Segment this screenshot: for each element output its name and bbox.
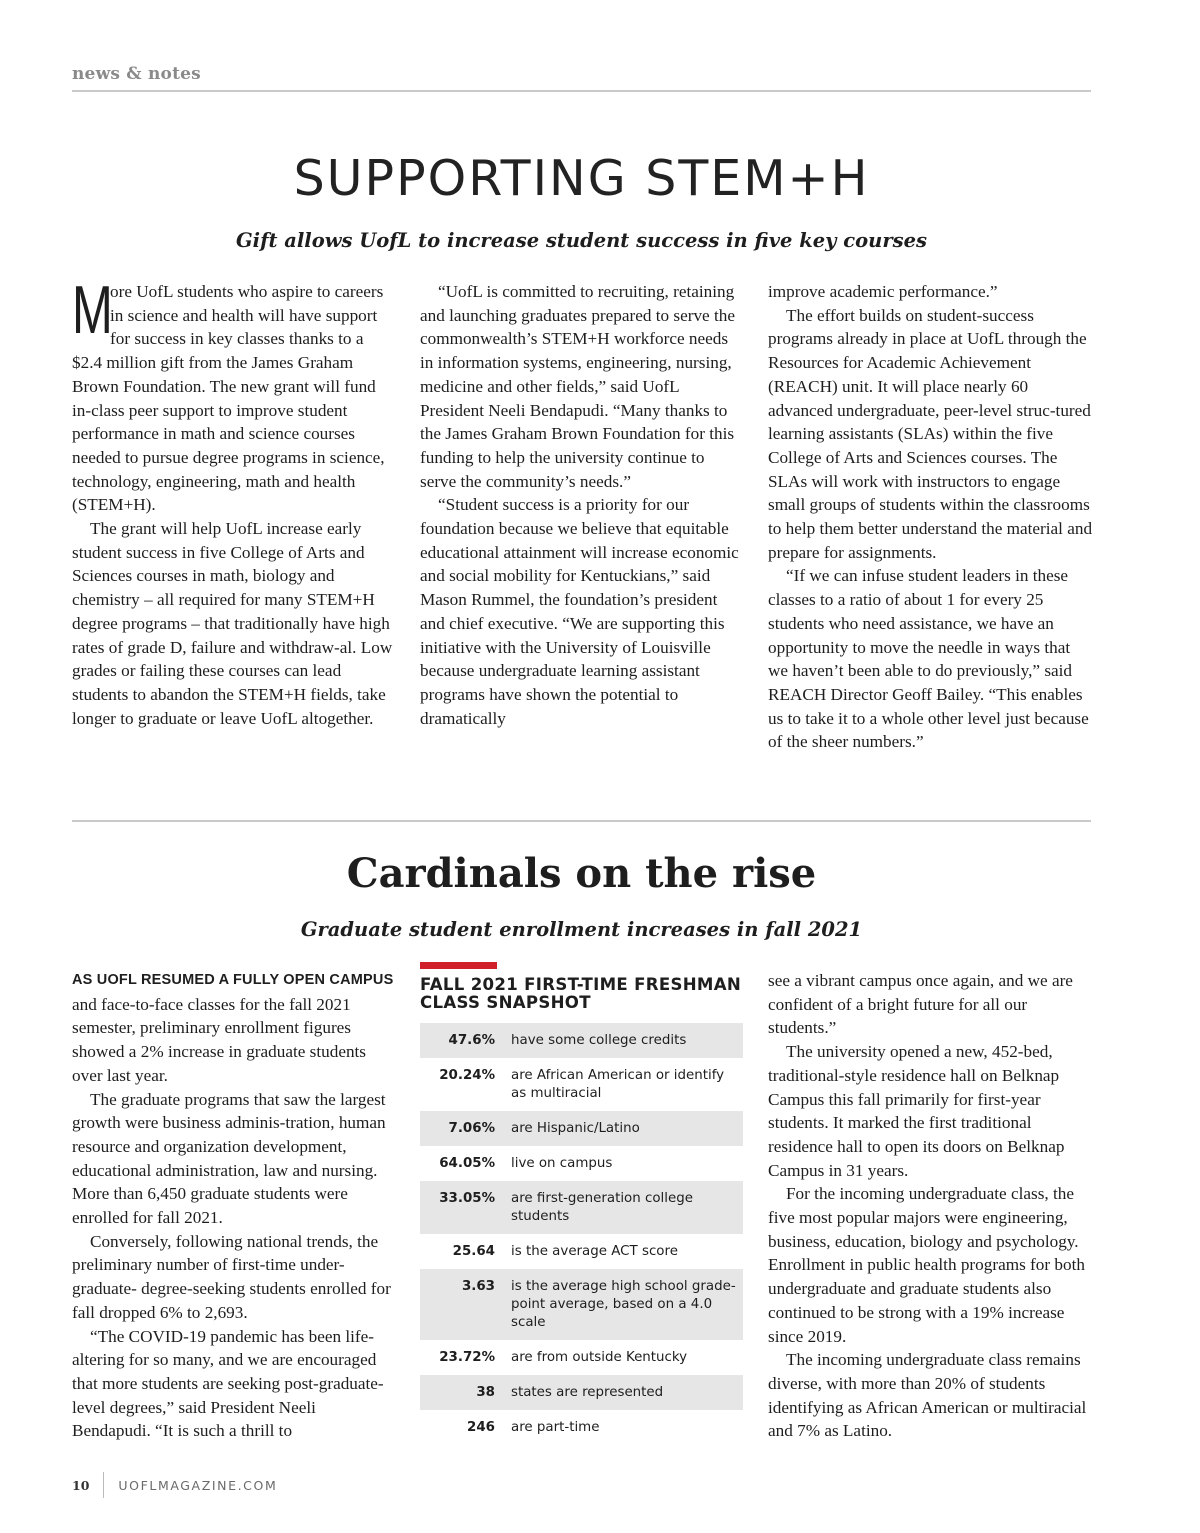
snapshot-label: are part-time xyxy=(511,1420,600,1435)
story2-column-3 xyxy=(768,969,1093,1443)
snapshot-label: states are represented xyxy=(511,1385,664,1400)
snapshot-row xyxy=(420,1146,743,1181)
sidebar-title: FALL 2021 FIRST-TIME FRESHMAN CLASS SNAPSHOT xyxy=(420,975,742,1012)
snapshot-label: are African American or identify as multiracial xyxy=(511,1068,725,1101)
snapshot-label: are Hispanic/Latino xyxy=(511,1121,640,1136)
snapshot-value: 64.05% xyxy=(439,1156,495,1171)
snapshot-value: 7.06% xyxy=(448,1121,495,1136)
snapshot-row xyxy=(420,1181,743,1234)
snapshot-row xyxy=(420,1410,743,1445)
story2-headline: Cardinals on the rise xyxy=(346,850,817,897)
story2-column-1 xyxy=(72,969,397,1443)
snapshot-value: 20.24% xyxy=(439,1068,495,1083)
story2-col3-p1: see a vibrant campus once again, and we are confident of a bright future for all our students.” xyxy=(768,971,1073,1038)
story1-col2-p1: “UofL is committed to recruiting, retaining and launching graduates prepared to serve the commonwealth’s STEM+H workforce needs in information systems, engineering, nursing, medicine and other fields,” said UofL President Neeli Bendapudi. “Many thanks to the James Graham Brown Foundation for this funding to help the university continue to serve the community’s needs.” xyxy=(420,282,735,491)
footer-site-link[interactable]: UOFLMAGAZINE.COM xyxy=(118,1477,278,1493)
story1-col3-p2: The effort builds on student-success programs already in place at UofL through the Resources for Academic Achievement (REACH) unit. It will place nearly 60 advanced undergraduate, peer-level struc-tured learning assistants (SLAs) within the five College of Arts and Sciences courses. The SLAs will work with instructors to engage small groups of students within the classrooms to help them better understand the material and prepare for assignments. xyxy=(768,305,1093,562)
snapshot-value: 3.63 xyxy=(461,1279,495,1294)
story1-column-2 xyxy=(420,280,745,730)
story2-col3-p2: The university opened a new, 452-bed, traditional-style residence hall on Belknap Campus this fall primarily for first-year students. It marked the first traditional residence hall to open its doors on Belknap Campus in 31 years. xyxy=(768,1042,1065,1180)
footer-separator xyxy=(103,1472,104,1498)
snapshot-value: 23.72% xyxy=(439,1350,495,1365)
story1-col1-paragraph xyxy=(72,272,397,517)
story2-col1-p3: Conversely, following national trends, the preliminary number of first-time under-graduate- degree-seeking students enrolled for fall dropped 6% to 2,693. xyxy=(72,1231,391,1322)
story1-col2-p2: “Student success is a priority for our foundation because we believe that equitable educational attainment will increase economic and social mobility for Kentuckians,” said Mason Rummel, the foundation’s president and chief executive. “We are supporting this initiative with the University of Louisville because undergraduate learning assistant programs have shown the potential to dramatically xyxy=(420,495,739,728)
story2-col3-p4: The incoming undergraduate class remains diverse, with more than 20% of students identifying as African American or multiracial and 7% as Latino. xyxy=(768,1350,1087,1441)
story1-col3-p1: improve academic performance.” xyxy=(768,282,998,301)
freshman-snapshot-sidebar xyxy=(420,962,743,1445)
story1-column-1 xyxy=(72,272,397,730)
sidebar-accent-bar xyxy=(420,962,497,969)
snapshot-label: have some college credits xyxy=(511,1033,687,1048)
snapshot-row xyxy=(420,1269,743,1340)
snapshot-table xyxy=(420,1023,743,1445)
snapshot-value: 33.05% xyxy=(439,1191,495,1206)
story1-col1-p1-text: ore UofL students who aspire to careers in science and health will have support for success in key classes thanks to a $2.4 million gift from the James Graham Brown Foundation. The new grant will fund in-class peer support to improve student performance in math and science courses needed to pursue degree programs in science, technology, engineering, math and health (STEM+H). xyxy=(72,282,385,515)
story1-deck: Gift allows UofL to increase student success in five key courses xyxy=(236,229,927,252)
page-footer xyxy=(72,1472,277,1498)
snapshot-row xyxy=(420,1340,743,1375)
snapshot-label: is the average high school grade-point average, based on a 4.0 scale xyxy=(511,1279,736,1330)
story1-column-3 xyxy=(768,280,1093,754)
snapshot-row xyxy=(420,1023,743,1058)
snapshot-row xyxy=(420,1375,743,1410)
drop-cap: M xyxy=(72,272,113,348)
snapshot-label: are from outside Kentucky xyxy=(511,1350,688,1365)
story2-lead-caps: AS UOFL RESUMED A FULLY OPEN CAMPUS xyxy=(72,972,394,988)
story1-col1-p2: The grant will help UofL increase early student success in five College of Arts and Sciences courses in math, biology and chemistry – all required for many STEM+H degree programs – that traditionally have high rates of grade D, failure and withdraw-al. Low grades or failing these courses can lead students to abandon the STEM+H fields, take longer to graduate or leave UofL altogether. xyxy=(72,519,393,728)
snapshot-row xyxy=(420,1111,743,1146)
snapshot-value: 25.64 xyxy=(452,1244,495,1259)
story1-col3-p3: “If we can infuse student leaders in these classes to a ratio of about 1 for every 25 students who need assistance, we have an opportunity to move the needle in ways that we haven’t been able to do previously,” said REACH Director Geoff Bailey. “This enables us to take it to a whole other level just because of the sheer numbers.” xyxy=(768,566,1089,752)
snapshot-row xyxy=(420,1234,743,1269)
snapshot-value: 38 xyxy=(476,1385,495,1400)
story2-col3-p3: For the incoming undergraduate class, the five most popular majors were engineering, business, education, biology and psychology. Enrollment in public health programs for both undergraduate and graduate students also continued to be strong with a 19% increase since 2019. xyxy=(768,1184,1085,1346)
snapshot-row xyxy=(420,1058,743,1111)
story1-headline: SUPPORTING STEM+H xyxy=(293,150,870,207)
story2-col1-p4: “The COVID-19 pandemic has been life-altering for so many, and we are encouraged that more students are seeking post-graduate-level degrees,” said President Neeli Bendapudi. “It is such a thrill to xyxy=(72,1326,384,1441)
section-divider xyxy=(72,820,1091,822)
story2-col1-p1: and face-to-face classes for the fall 2021 semester, preliminary enrollment figures showed a 2% increase in graduate students over last year. xyxy=(72,994,367,1085)
page-number: 10 xyxy=(72,1477,90,1493)
section-label: news & notes xyxy=(72,64,201,84)
top-divider xyxy=(72,90,1091,92)
snapshot-label: live on campus xyxy=(511,1156,613,1171)
story2-col1-p2: The graduate programs that saw the largest growth were business adminis-tration, human resource and organization development, educational administration, law and nursing. More than 6,450 graduate students were enrolled for fall 2021. xyxy=(72,1089,386,1228)
story2-deck: Graduate student enrollment increases in fall 2021 xyxy=(300,918,863,941)
snapshot-value: 246 xyxy=(467,1420,495,1435)
snapshot-label: are first-generation college students xyxy=(511,1191,693,1224)
snapshot-label: is the average ACT score xyxy=(511,1244,678,1259)
snapshot-value: 47.6% xyxy=(448,1033,495,1048)
